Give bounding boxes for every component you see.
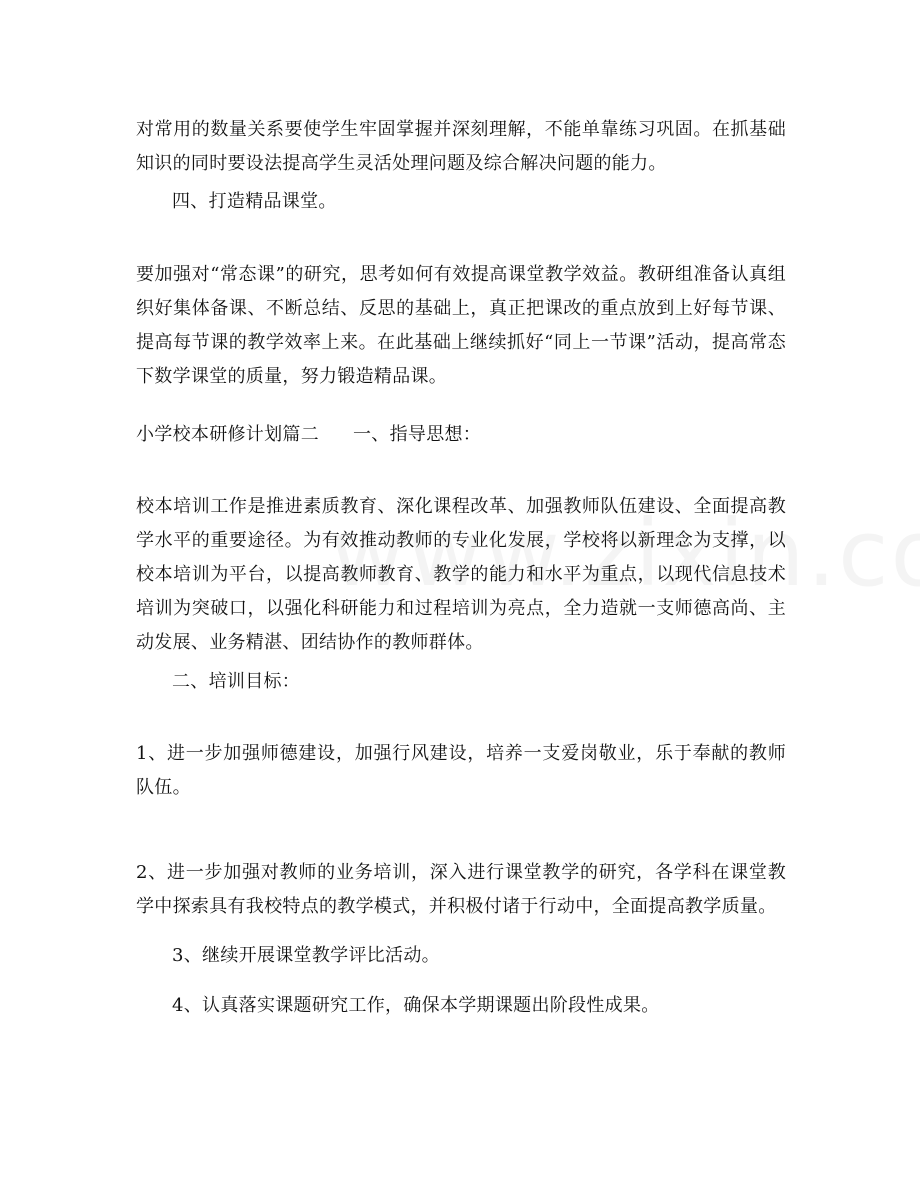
goal-item-4: 4、认真落实课题研究工作，确保本学期课题出阶段性成果。	[172, 995, 660, 1016]
goal-item-3: 3、继续开展课堂教学评比活动。	[172, 945, 440, 966]
paragraph-regular-class: 要加强对“常态课”的研究，思考如何有效提高课堂教学效益。教研组准备认真组织好集体备课、不断总结、反思的基础上，真正把课改的重点放到上好每节课、提高每节课的教学效率上来。在此基础上继续抓好“同上一节课”活动，提高常态下数学课堂的质量，努力锻造精品课。	[136, 264, 786, 387]
goal-item-1: 1、进一步加强师德建设，加强行风建设，培养一支爱岗敬业，乐于奉献的教师队伍。	[136, 743, 786, 798]
goal-item-2: 2、进一步加强对教师的业务培训，深入进行课堂教学的研究，各学科在课堂教学中探索具有我校特点的教学模式，并积极付诸于行动中，全面提高教学质量。	[136, 862, 786, 917]
paragraph-basics: 对常用的数量关系要使学生牢固掌握并深刻理解，不能单靠练习巩固。在抓基础知识的同时要设法提高学生灵活处理问题及综合解决问题的能力。	[136, 119, 786, 174]
heading-guiding-thought: 一、指导思想：	[353, 424, 482, 445]
paragraph-school-training: 校本培训工作是推进素质教育、深化课程改革、加强教师队伍建设、全面提高教学水平的重要途径。为有效推动教师的专业化发展，学校将以新理念为支撑，以校本培训为平台，以提高教师教育、教学的能力和水平为重点，以现代信息技术培训为突破口，以强化科研能力和过程培训为亮点，全力造就一支师德高尚、主动发展、业务精湛、团结协作的教师群体。	[136, 496, 786, 653]
heading-training-goals: 二、培训目标：	[172, 671, 301, 692]
section-heading-line	[136, 418, 786, 452]
section-title: 小学校本研修计划篇二	[136, 424, 319, 445]
heading-four: 四、打造精品课堂。	[172, 191, 337, 212]
